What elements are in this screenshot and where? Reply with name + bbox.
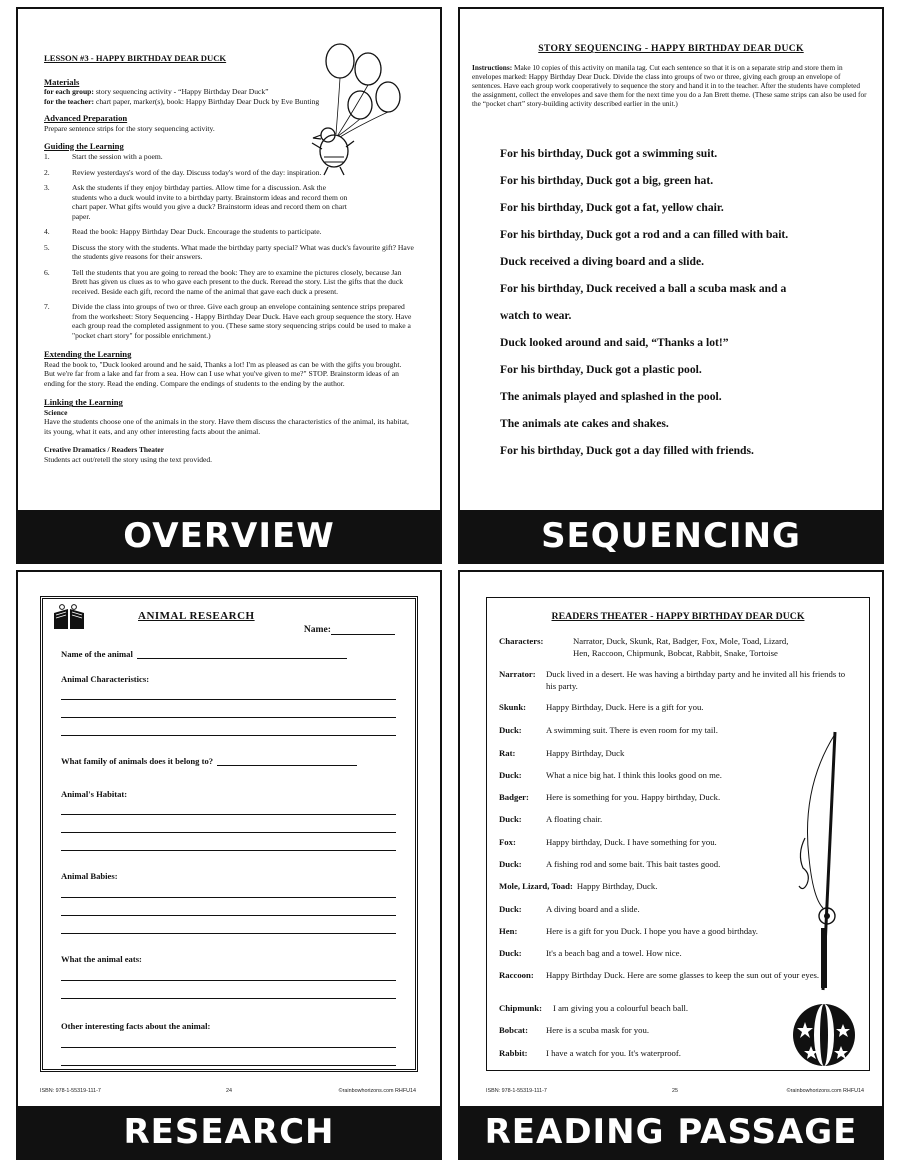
script-line: Rat: Happy Birthday, Duck — [499, 748, 625, 758]
eats-label: What the animal eats: — [61, 954, 142, 964]
sentence-strip: For his birthday, Duck got a swimming suit. — [500, 147, 718, 160]
footer-copyright: ©rainbowhorizons.com RHFU14 — [786, 1088, 864, 1094]
sequencing-title: STORY SEQUENCING - HAPPY BIRTHDAY DEAR DUCK — [538, 43, 804, 54]
answer-line[interactable] — [61, 933, 396, 934]
drama-text: Students act out/retell the story using the text provided. — [44, 454, 213, 464]
footer-isbn: ISBN: 978-1-55319-111-7 — [486, 1088, 547, 1094]
other-facts-label: Other interesting facts about the animal: — [61, 1021, 211, 1031]
worksheet-title: ANIMAL RESEARCH — [138, 610, 255, 622]
babies-label: Animal Babies: — [61, 871, 118, 881]
script-line: Rabbit: I have a watch for you. It's waterproof. — [499, 1048, 681, 1058]
characters-row: Characters: Narrator, Duck, Skunk, Rat, Badger, Fox, Mole, Toad, Lizard, Hen, Raccoon, Chipmunk, Bobcat, Rabbit, Snake, Tortoise — [499, 636, 789, 658]
footer-isbn: ISBN: 978-1-55319-111-7 — [40, 1088, 101, 1094]
answer-line[interactable] — [61, 915, 396, 916]
sentence-strip: For his birthday, Duck got a fat, yellow chair. — [500, 201, 724, 214]
sentence-strip: Duck looked around and said, “Thanks a lot!” — [500, 336, 729, 349]
extending-heading: Extending the Learning — [44, 349, 132, 360]
script-line: Duck: A floating chair. — [499, 814, 603, 824]
answer-line[interactable] — [61, 850, 396, 851]
science-label: Science — [44, 408, 68, 418]
answer-line[interactable] — [61, 699, 396, 700]
overview-panel[interactable] — [16, 7, 442, 564]
advanced-text: Prepare sentence strips for the story sequencing activity. — [44, 124, 215, 134]
script-line: Chipmunk: I am giving you a colourful beach ball. — [499, 1003, 689, 1013]
sentence-strip: For his birthday, Duck received a ball a scuba mask and a — [500, 282, 787, 295]
family-field[interactable]: What family of animals does it belong to? — [61, 756, 357, 766]
book-icon — [52, 603, 86, 631]
sentence-strip: The animals ate cakes and shakes. — [500, 417, 669, 430]
fishing-rod-illustration — [793, 728, 845, 998]
script-line: Duck: What a nice big hat. I think this looks good on me. — [499, 770, 722, 780]
research-worksheet — [40, 596, 418, 1072]
overview-banner: OVERVIEW — [18, 510, 440, 562]
readers-theater-sheet — [486, 597, 870, 1071]
page-number: 25 — [672, 1088, 678, 1094]
sentence-strips — [500, 140, 875, 464]
script-line: Duck: A fishing rod and some bait. This bait tastes good. — [499, 859, 721, 869]
script-line: Skunk: Happy Birthday, Duck. Here is a gift for you. — [499, 702, 704, 712]
sequencing-instructions: Instructions: Make 10 copies of this activity on manila tag. Cut each sentence so that it is on a separate strip and store them in envelopes marked: Happy Birthday Dear Duck. Divide the class into groups of two or three, giving each group an envelope of sentences. Have each group work cooperatively to sequence the story and hand it in to the teacher. After the students have completed the assignment, collect the envelopes and save them for the next time you do a Jan Brett theme. (These same strips can also be used for the “pocket chart” story-building activity described earlier in the unit.) — [472, 63, 867, 109]
answer-line[interactable] — [61, 1065, 396, 1066]
answer-line[interactable] — [61, 1047, 396, 1048]
materials-heading: Materials — [44, 76, 80, 87]
script-line: Mole, Lizard, Toad: Happy Birthday, Duck. — [499, 881, 658, 891]
sequencing-panel[interactable] — [458, 7, 884, 564]
step-row: 4. Read the book: Happy Birthday Dear Duck. Encourage the students to participate. — [44, 227, 322, 237]
drama-label: Creative Dramatics / Readers Theater — [44, 445, 164, 455]
answer-line[interactable] — [61, 832, 396, 833]
sentence-strip: For his birthday, Duck got a day filled with friends. — [500, 444, 754, 457]
script-line: Narrator: Duck lived in a desert. He was having a birthday party and he invited all his friends to his party. — [499, 669, 846, 691]
step-row: 6. Tell the students that you are going to reread the book: They are to examine the pictures closely, because Jan Brett has given us clues as to who gave each present to the duck. Reread the story. List the gifts that the duck received. Beside each gift, record the name of the animal that gave each duck a present. — [44, 267, 404, 296]
script-line: Duck: It's a beach bag and a towel. How nice. — [499, 948, 682, 958]
sentence-strip: Duck received a diving board and a slide. — [500, 255, 704, 268]
footer-copyright: ©rainbowhorizons.com RHFU14 — [338, 1088, 416, 1094]
step-row: 5. Discuss the story with the students. What made the birthday party special? What was duck's favourite gift? Have the students give reasons for their answers. — [44, 242, 414, 262]
reading-passage-panel[interactable] — [458, 570, 884, 1160]
science-text: Have the students choose one of the animals in the story. Have them discuss the characteristics of the animal, its habitat, its young, what it eats, and any other interesting facts about the animal. — [44, 417, 409, 436]
sequencing-banner: SEQUENCING — [460, 510, 882, 562]
materials-row: for each group: story sequencing activity - “Happy Birthday Dear Duck” — [44, 87, 269, 97]
step-row: 1. Start the session with a poem. — [44, 152, 163, 162]
sentence-strip: For his birthday, Duck got a rod and a can filled with bait. — [500, 228, 789, 241]
script-line: Hen: Here is a gift for you Duck. I hope you have a good birthday. — [499, 926, 758, 936]
page-number: 24 — [226, 1088, 232, 1094]
habitat-label: Animal's Habitat: — [61, 789, 128, 799]
characteristics-label: Animal Characteristics: — [61, 674, 150, 684]
linking-heading: Linking the Learning — [44, 397, 123, 408]
answer-line[interactable] — [61, 980, 396, 981]
step-row: 3. Ask the students if they enjoy birthday parties. Allow time for a discussion. Ask the students who a duck would invite to a birthday party. Brainstorm ideas and record them on chart paper. What gifts would you give a duck? Brainstorm ideas and record them on chart paper. — [44, 183, 348, 221]
script-line: Fox: Happy birthday, Duck. I have something for you. — [499, 837, 717, 847]
sentence-strip: The animals played and splashed in the pool. — [500, 390, 722, 403]
reading-passage-banner: READING PASSAGE — [460, 1106, 882, 1158]
answer-line[interactable] — [61, 717, 396, 718]
answer-line[interactable] — [61, 897, 396, 898]
step-row: 7. Divide the class into groups of two or three. Give each group an envelope containing sentence strips prepared from the worksheet: Story Sequencing - Happy Birthday Dear Duck. Have each group sequence the story. Have each group read the completed assignment to you. (These same story sequencing strips could be used to make a "pocket chart story" for possible enrichment.) — [44, 302, 412, 340]
research-panel[interactable] — [16, 570, 442, 1160]
research-banner: RESEARCH — [18, 1106, 440, 1158]
script-line: Badger: Here is something for you. Happy birthday, Duck. — [499, 792, 721, 802]
beach-ball-illustration — [791, 1002, 857, 1068]
script-line: Raccoon: Happy Birthday Duck. Here are some glasses to keep the sun out of your eyes. — [499, 970, 820, 980]
script-line: Duck: A diving board and a slide. — [499, 904, 640, 914]
sentence-strip: For his birthday, Duck got a big, green hat. — [500, 174, 714, 187]
name-field[interactable]: Name: — [304, 624, 395, 635]
advanced-heading: Advanced Preparation — [44, 113, 128, 124]
guiding-heading: Guiding the Learning — [44, 140, 124, 151]
sentence-strip: watch to wear. — [500, 309, 572, 322]
readers-theater-title: READERS THEATER - HAPPY BIRTHDAY DEAR DUCK — [551, 611, 805, 622]
sentence-strip: For his birthday, Duck got a plastic pool. — [500, 363, 702, 376]
answer-line[interactable] — [61, 814, 396, 815]
answer-line[interactable] — [61, 998, 396, 999]
script-line: Duck: A swimming suit. There is even room for my tail. — [499, 725, 718, 735]
script-line: Bobcat: Here is a scuba mask for you. — [499, 1025, 650, 1035]
materials-row: for the teacher: chart paper, marker(s), book: Happy Birthday Dear Duck by Eve Bunting — [44, 96, 320, 106]
answer-line[interactable] — [61, 735, 396, 736]
step-row: 2. Review yesterdays's word of the day. Discuss today's word of the day: inspiration. — [44, 167, 322, 177]
extending-text: Read the book to, "Duck looked around and he said, Thanks a lot! I'm as pleased as can be with the gifts you brought. But we're far from a lake and far from a sea. How can I use what you've given to me?" STOP. Brainstorm ideas of an ending for the story. Read the ending. Compare the endings of students to the ending by the author. — [44, 359, 402, 388]
lesson-title: LESSON #3 - HAPPY BIRTHDAY DEAR DUCK — [44, 53, 227, 63]
animal-name-field[interactable]: Name of the animal — [61, 649, 347, 659]
